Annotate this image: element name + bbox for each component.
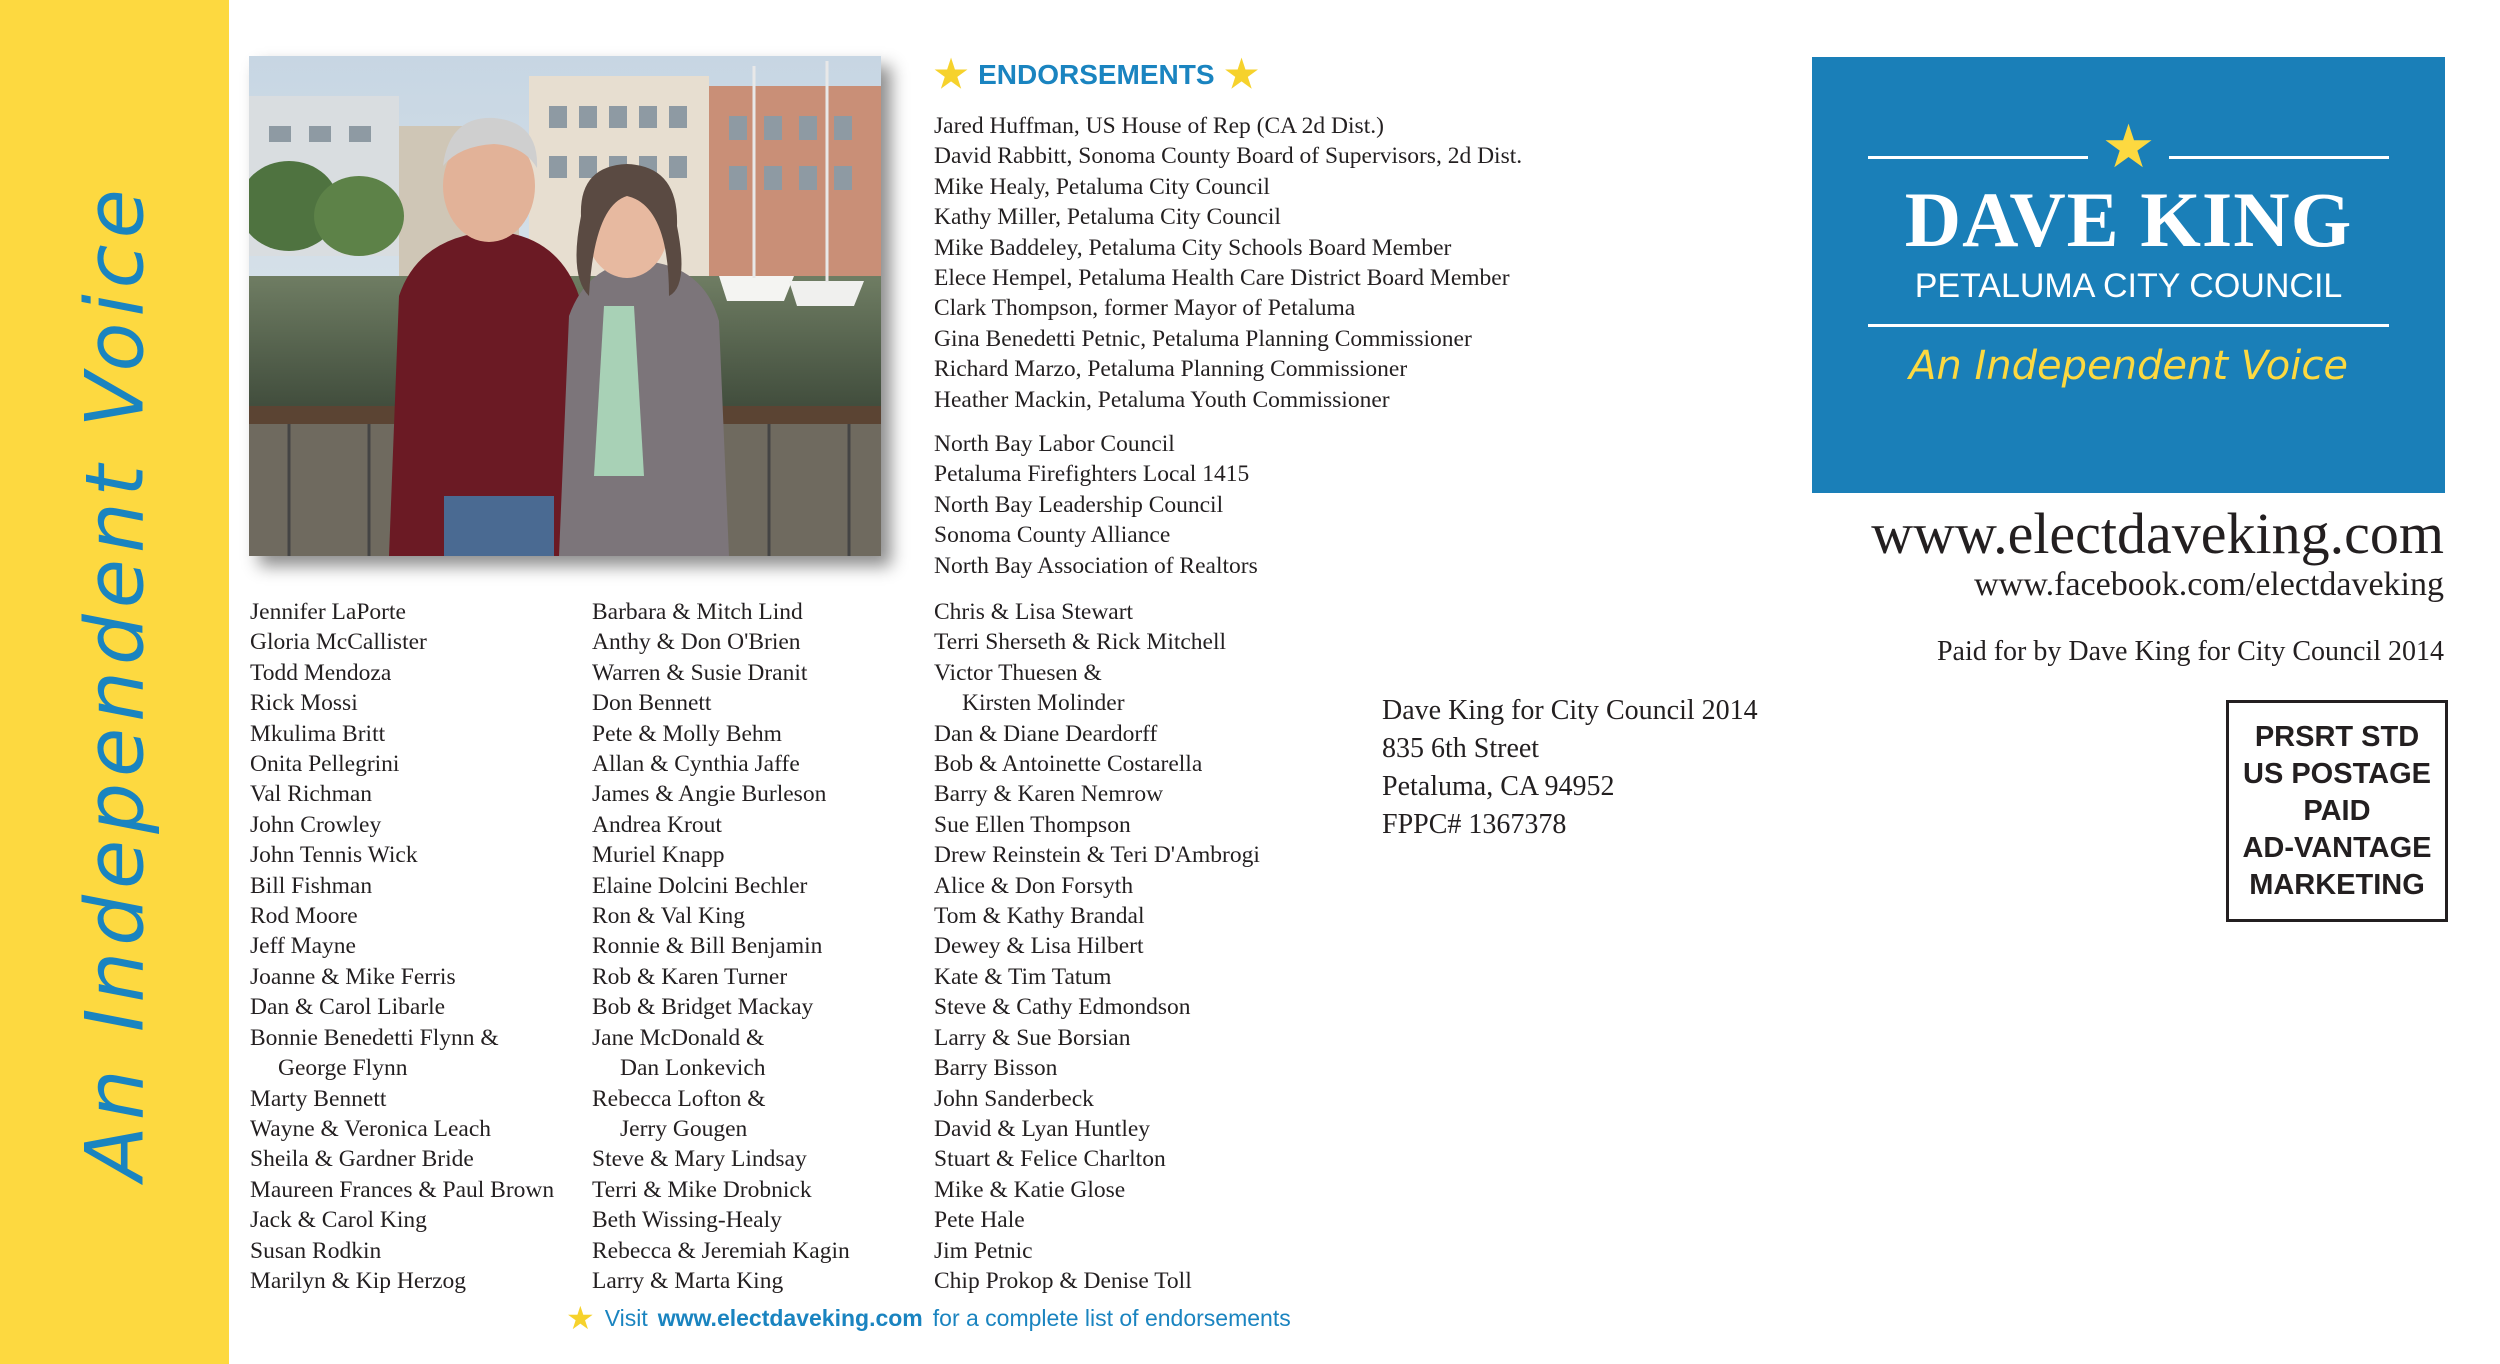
return-address bbox=[1382, 692, 1758, 844]
list-item: Ronnie & Bill Benjamin bbox=[592, 933, 823, 960]
list-item: Terri & Mike Drobnick bbox=[592, 1176, 812, 1203]
star-icon: ★ bbox=[934, 54, 969, 96]
list-item: Larry & Sue Borsian bbox=[934, 1024, 1131, 1051]
star-icon: ★ bbox=[1224, 54, 1259, 96]
address-line: Petaluma, CA 94952 bbox=[1382, 771, 1615, 802]
list-item: Steve & Mary Lindsay bbox=[592, 1146, 807, 1173]
list-item: Val Richman bbox=[250, 781, 373, 808]
endorsements-heading bbox=[934, 56, 1259, 94]
supporters-column-2 bbox=[592, 597, 850, 1296]
list-item: Chip Prokop & Denise Toll bbox=[934, 1267, 1192, 1294]
list-item: Marilyn & Kip Herzog bbox=[250, 1267, 467, 1294]
organization-endorsements-list bbox=[934, 429, 1258, 581]
list-item: Clark Thompson, former Mayor of Petaluma bbox=[934, 295, 1356, 322]
list-item: Elaine Dolcini Bechler bbox=[592, 872, 808, 899]
list-item: Bob & Antoinette Costarella bbox=[934, 751, 1203, 778]
list-item: Heather Mackin, Petaluma Youth Commissioner bbox=[934, 386, 1390, 413]
list-item: Pete & Molly Behm bbox=[592, 720, 782, 747]
postage-line: PAID bbox=[2303, 794, 2371, 827]
list-item: North Bay Labor Council bbox=[934, 431, 1175, 457]
list-item: Marty Bennett bbox=[250, 1085, 387, 1112]
website-link[interactable]: www.electdaveking.com bbox=[1871, 501, 2444, 566]
list-item: Rebecca Lofton & bbox=[592, 1085, 766, 1112]
list-item: Petaluma Firefighters Local 1415 bbox=[934, 461, 1250, 488]
list-item: Warren & Susie Dranit bbox=[592, 659, 808, 686]
list-item: Victor Thuesen & bbox=[934, 659, 1102, 686]
list-item: Rebecca & Jeremiah Kagin bbox=[592, 1237, 850, 1264]
list-item: James & Angie Burleson bbox=[592, 781, 827, 808]
list-item: Dan & Carol Libarle bbox=[250, 994, 446, 1021]
list-item: Rob & Karen Turner bbox=[592, 963, 788, 990]
list-item: Stuart & Felice Charlton bbox=[934, 1146, 1166, 1173]
list-item: Sonoma County Alliance bbox=[934, 522, 1171, 549]
list-item: Dewey & Lisa Hilbert bbox=[934, 933, 1144, 960]
list-item: Todd Mendoza bbox=[250, 659, 392, 686]
list-item: Jennifer LaPorte bbox=[250, 599, 406, 625]
postage-indicia bbox=[2226, 700, 2448, 922]
logo-divider bbox=[1868, 324, 2389, 327]
list-item: Bonnie Benedetti Flynn & bbox=[250, 1024, 499, 1051]
footer-link[interactable]: www.electdaveking.com bbox=[657, 1304, 923, 1331]
list-item: Beth Wissing-Healy bbox=[592, 1207, 782, 1234]
list-item: Gina Benedetti Petnic, Petaluma Planning Commissioner bbox=[934, 325, 1472, 352]
list-item: Andrea Krout bbox=[592, 811, 722, 838]
list-item: Jane McDonald & bbox=[592, 1024, 765, 1051]
list-item: North Bay Leadership Council bbox=[934, 491, 1224, 518]
list-item: Kate & Tim Tatum bbox=[934, 963, 1112, 990]
list-item: Jack & Carol King bbox=[250, 1207, 427, 1234]
list-item: Mike Healy, Petaluma City Council bbox=[934, 173, 1270, 200]
list-item: David Rabbitt, Sonoma County Board of Supervisors, 2d Dist. bbox=[934, 143, 1523, 170]
sidebar-tagline: An Independent Voice bbox=[68, 183, 162, 1181]
list-item: Richard Marzo, Petaluma Planning Commissioner bbox=[934, 356, 1408, 383]
list-item: George Flynn bbox=[278, 1055, 408, 1082]
logo-subtitle: PETALUMA CITY COUNCIL bbox=[1914, 267, 2343, 305]
list-item: Wayne & Veronica Leach bbox=[250, 1115, 492, 1142]
list-item: Tom & Kathy Brandal bbox=[934, 903, 1145, 930]
footer-prefix: Visit bbox=[604, 1304, 648, 1331]
star-icon: ★ bbox=[2101, 114, 2156, 180]
list-item: Sue Ellen Thompson bbox=[934, 811, 1131, 838]
list-item: Don Bennett bbox=[592, 690, 712, 717]
list-item: Sheila & Gardner Bride bbox=[250, 1146, 474, 1173]
list-item: Susan Rodkin bbox=[250, 1237, 382, 1264]
address-line: Dave King for City Council 2014 bbox=[1382, 695, 1758, 726]
list-item: David & Lyan Huntley bbox=[934, 1115, 1151, 1142]
yellow-sidebar bbox=[0, 0, 229, 1364]
list-item: Joanne & Mike Ferris bbox=[250, 963, 456, 990]
campaign-logo bbox=[1812, 57, 2445, 493]
supporters-column-3 bbox=[934, 597, 1260, 1296]
facebook-link[interactable]: www.facebook.com/electdaveking bbox=[1974, 566, 2444, 603]
list-item: Barbara & Mitch Lind bbox=[592, 599, 803, 625]
list-item: John Sanderbeck bbox=[934, 1085, 1094, 1112]
list-item: Kirsten Molinder bbox=[962, 690, 1125, 717]
address-line: FPPC# 1367378 bbox=[1382, 809, 1567, 840]
list-item: Kathy Miller, Petaluma City Council bbox=[934, 204, 1281, 231]
list-item: Allan & Cynthia Jaffe bbox=[592, 751, 800, 778]
list-item: Elece Hempel, Petaluma Health Care District Board Member bbox=[934, 265, 1510, 292]
list-item: Mike Baddeley, Petaluma City Schools Board Member bbox=[934, 234, 1452, 261]
postage-line: MARKETING bbox=[2249, 868, 2425, 901]
list-item: John Tennis Wick bbox=[250, 842, 418, 869]
list-item: Bill Fishman bbox=[250, 872, 373, 899]
postage-line: AD-VANTAGE bbox=[2242, 831, 2432, 864]
supporters-column-1 bbox=[250, 597, 554, 1296]
list-item: Alice & Don Forsyth bbox=[934, 872, 1134, 899]
list-item: Barry Bisson bbox=[934, 1055, 1058, 1082]
list-item: Chris & Lisa Stewart bbox=[934, 599, 1134, 625]
list-item: Jim Petnic bbox=[934, 1237, 1033, 1264]
list-item: Jeff Mayne bbox=[250, 933, 356, 960]
list-item: Rick Mossi bbox=[250, 690, 358, 717]
list-item: John Crowley bbox=[250, 811, 382, 838]
list-item: Onita Pellegrini bbox=[250, 751, 400, 778]
official-endorsements-list bbox=[934, 111, 1522, 415]
list-item: Maureen Frances & Paul Brown bbox=[250, 1176, 555, 1203]
postage-line: PRSRT STD bbox=[2254, 720, 2420, 753]
list-item: Dan & Diane Deardorff bbox=[934, 720, 1158, 747]
list-item: Steve & Cathy Edmondson bbox=[934, 994, 1191, 1021]
list-item: Pete Hale bbox=[934, 1207, 1025, 1234]
logo-tagline: An Independent Voice bbox=[1909, 343, 2348, 389]
list-item: Muriel Knapp bbox=[592, 842, 725, 869]
footer-note bbox=[566, 1302, 1291, 1334]
list-item: Larry & Marta King bbox=[592, 1267, 784, 1294]
address-line: 835 6th Street bbox=[1382, 733, 1540, 764]
list-item: Ron & Val King bbox=[592, 903, 745, 930]
list-item: Dan Lonkevich bbox=[620, 1055, 766, 1082]
list-item: Rod Moore bbox=[250, 903, 358, 930]
candidate-photo bbox=[249, 56, 881, 556]
footer-suffix: for a complete list of endorsements bbox=[932, 1304, 1291, 1331]
logo-name: DAVE KING bbox=[1904, 176, 2353, 263]
postage-line: US POSTAGE bbox=[2243, 757, 2431, 790]
star-icon: ★ bbox=[566, 1300, 595, 1336]
list-item: Anthy & Don O'Brien bbox=[592, 629, 801, 656]
list-item: North Bay Association of Realtors bbox=[934, 552, 1258, 579]
list-item: Terri Sherseth & Rick Mitchell bbox=[934, 629, 1227, 656]
list-item: Gloria McCallister bbox=[250, 629, 427, 656]
list-item: Jared Huffman, US House of Rep (CA 2d Dist.) bbox=[934, 113, 1384, 139]
list-item: Drew Reinstein & Teri D'Ambrogi bbox=[934, 842, 1260, 869]
list-item: Jerry Gougen bbox=[620, 1115, 748, 1142]
endorsements-title: ENDORSEMENTS bbox=[978, 59, 1215, 90]
list-item: Bob & Bridget Mackay bbox=[592, 994, 814, 1021]
list-item: Mike & Katie Glose bbox=[934, 1176, 1126, 1203]
list-item: Mkulima Britt bbox=[250, 720, 386, 747]
paid-for-disclaimer: Paid for by Dave King for City Council 2014 bbox=[1936, 636, 2444, 667]
list-item: Barry & Karen Nemrow bbox=[934, 781, 1164, 808]
